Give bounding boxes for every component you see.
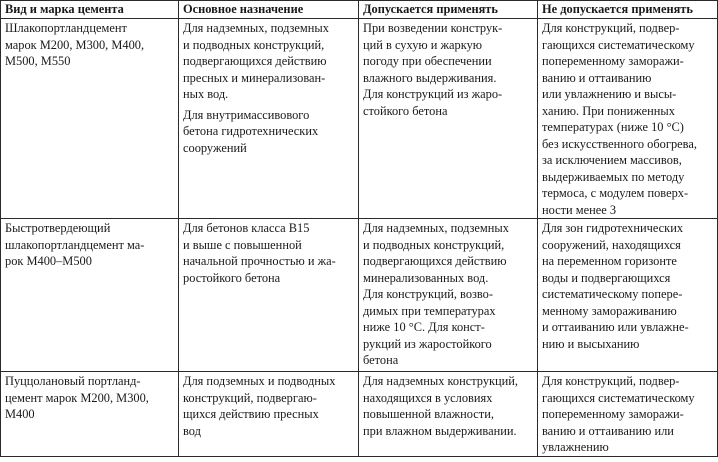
text-line: димых при температурах (363, 303, 496, 318)
text-line: Для конструкций, подвер- (542, 374, 680, 388)
text-line: рукций из жаростойкого (363, 336, 492, 351)
text-line: При возведении конструк- (363, 21, 503, 35)
text-line: воды и подвергающихся (542, 270, 671, 285)
cell-not-allowed-use (538, 219, 718, 372)
cell-not-allowed-use (538, 19, 718, 219)
text-line: подвергающихся действию (363, 254, 507, 268)
text-line: попеременному заморажи- (542, 407, 684, 421)
text-line: ниже 10 °C. Для конст- (363, 320, 485, 334)
text-line: термоса, с модулем поверх- (542, 186, 689, 200)
text-line: и оттаиванию или увлажне- (542, 320, 689, 334)
header-row (1, 1, 718, 19)
text-line: пресных и минерализован- (183, 70, 326, 85)
text-line: гающихся систематическому (542, 37, 695, 52)
text-line: Для надземных, подземных (363, 221, 509, 235)
text-line: Для надземных, подземных (183, 21, 329, 35)
cell-allowed-use (359, 19, 538, 219)
text-line: находящихся в условиях (363, 390, 493, 405)
cell-main-purpose (179, 372, 359, 457)
text-line: начальной прочностью и жа- (183, 254, 336, 268)
cell-cement-type (1, 19, 179, 219)
text-line: Пуццолановый портланд- (5, 374, 141, 388)
text-line: Для конструкций из жаро- (363, 87, 503, 101)
text-line: ванию и оттаиванию или (542, 423, 674, 438)
text-line: подвергающихся действию (183, 54, 327, 68)
cell-main-purpose (179, 19, 359, 219)
text-line: ванию и оттаиванию (542, 70, 652, 85)
text-line: без искусственного обогрева, (542, 136, 697, 151)
text-line: М500, М550 (5, 54, 71, 68)
cell-not-allowed-use (538, 372, 718, 457)
text-line: рок М400–М500 (5, 254, 92, 268)
text-line: нию и высыханию (542, 336, 640, 351)
text-line: вод (183, 423, 201, 438)
table-row (1, 372, 718, 457)
text-line: гающихся систематическому (542, 390, 695, 405)
text-line: и подводных конструкций, (183, 37, 325, 52)
text-line: Для бетонов класса В15 (183, 221, 310, 235)
text-line: попеременному заморажи- (542, 54, 684, 68)
table-row (1, 19, 718, 219)
text-line: марок М200, М300, М400, (5, 37, 145, 52)
text-line: за исключением массивов, (542, 153, 682, 167)
text-line: Для конструкций, возво- (363, 287, 493, 301)
text-line: Для внутримассивового (183, 107, 310, 122)
text-line: систематическому попере- (542, 287, 683, 301)
text-line: ростойкого бетона (183, 270, 281, 285)
text-line: менному замораживанию (542, 303, 677, 318)
text-line: минерализованных вод. (363, 270, 489, 285)
text-line: и подводных конструкций, (363, 237, 505, 252)
text-line: влажного выдерживания. (363, 70, 497, 85)
text-line: щихся действию пресных (183, 407, 319, 421)
text-line: при влажном выдерживании. (363, 423, 517, 438)
cell-main-purpose (179, 219, 359, 372)
text-line: Для конструкций, подвер- (542, 21, 680, 35)
text-line: увлажнению (542, 440, 609, 454)
text-line: ханию. При пониженных (542, 103, 675, 118)
text-line: ных вод. (183, 87, 229, 101)
header-allowed-use: Допускается применять (359, 1, 538, 19)
text-line: М400 (5, 407, 35, 421)
text-line: погоду при обеспечении (363, 54, 492, 68)
text-line: цемент марок М200, М300, (5, 390, 149, 405)
text-line: Быстротвердеющий (5, 221, 111, 235)
table-row (1, 219, 718, 372)
text-line: и выше с повышенной (183, 237, 302, 252)
text-line: стойкого бетона (363, 103, 448, 118)
header-not-allowed-use: Не допускается применять (538, 1, 718, 19)
text-line: бетона (363, 353, 399, 367)
text-line: сооружений (183, 140, 247, 155)
cell-allowed-use (359, 219, 538, 372)
text-line: сооружений, находящихся (542, 237, 681, 252)
text-line: повышенной влажности, (363, 407, 494, 421)
text-line: бетона гидротехнических (183, 124, 319, 138)
header-main-purpose: Основное назначение (179, 1, 359, 19)
text-line: Шлакопортландцемент (5, 21, 127, 35)
text-line: конструкций, подвергаю- (183, 390, 317, 405)
cell-cement-type (1, 372, 179, 457)
text-line: ций в сухую и жаркую (363, 37, 483, 52)
text-line: Для зон гидротехнических (542, 221, 684, 235)
text-line: температурах (ниже 10 °C) (542, 120, 684, 134)
cell-allowed-use (359, 372, 538, 457)
text-line: Для подземных и подводных (183, 374, 336, 388)
text-line: Для надземных конструкций, (363, 374, 519, 388)
text-line: на переменном горизонте (542, 254, 677, 268)
text-line: выдерживаемых по методу (542, 169, 685, 184)
text-line: или увлажнению и высы- (542, 87, 677, 101)
cell-cement-type (1, 219, 179, 372)
text-line: шлакопортландцемент ма- (5, 237, 145, 252)
text-line: ности менее 3 (542, 202, 617, 217)
header-cement-type: Вид и марка цемента (1, 1, 179, 19)
